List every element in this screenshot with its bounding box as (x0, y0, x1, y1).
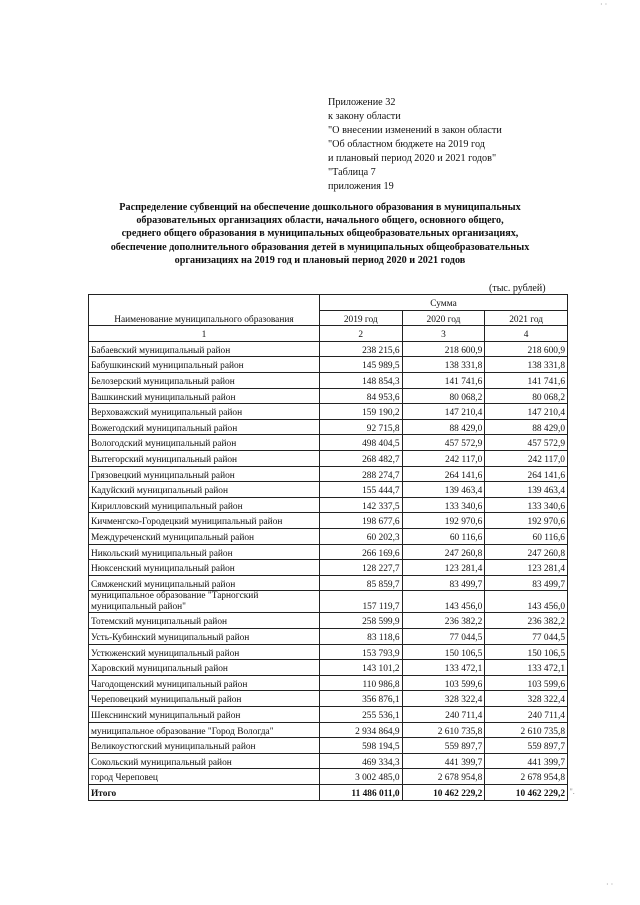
table-row (89, 435, 568, 451)
table-row (89, 497, 568, 513)
scan-artifact: · · (600, 0, 608, 9)
table-row (89, 613, 568, 629)
amount-2020: 143 456,0 (402, 591, 485, 613)
amount-2020: 236 382,2 (402, 613, 485, 629)
amount-2019: 598 194,5 (319, 738, 402, 754)
amount-2019: 145 989,5 (319, 357, 402, 373)
municipality-name: Кирилловский муниципальный район (89, 497, 320, 513)
table-row (89, 341, 568, 357)
amount-2019: 60 202,3 (319, 528, 402, 544)
header-name-column: Наименование муниципального образования (89, 295, 320, 326)
appendix-line: "О внесении изменений в закон области (328, 125, 502, 136)
amount-2020: 150 106,5 (402, 644, 485, 660)
municipality-name: Итого (89, 785, 320, 801)
amount-2020: 192 970,6 (402, 513, 485, 529)
amount-2021: 143 456,0 (485, 591, 568, 613)
table-row (89, 482, 568, 498)
municipality-name: Кадуйский муниципальный район (89, 482, 320, 498)
header-year-2020: 2020 год (402, 310, 485, 326)
amount-2021: 80 068,2 (485, 388, 568, 404)
municipality-name: Сямженский муниципальный район (89, 575, 320, 591)
column-number: 1 (89, 326, 320, 342)
amount-2020: 559 897,7 (402, 738, 485, 754)
amount-2021: 138 331,8 (485, 357, 568, 373)
amount-2021: 83 499,7 (485, 575, 568, 591)
amount-2019: 110 986,8 (319, 675, 402, 691)
amount-2020: 147 210,4 (402, 404, 485, 420)
amount-2020: 218 600,9 (402, 341, 485, 357)
amount-2021: 133 472,1 (485, 660, 568, 676)
table-row (89, 769, 568, 785)
amount-2020: 88 429,0 (402, 419, 485, 435)
amount-2019: 159 190,2 (319, 404, 402, 420)
table-row (89, 629, 568, 645)
amount-2021: 139 463,4 (485, 482, 568, 498)
municipality-name: Вологодский муниципальный район (89, 435, 320, 451)
amount-2020: 457 572,9 (402, 435, 485, 451)
amount-2021: 559 897,7 (485, 738, 568, 754)
amount-2020: 441 399,7 (402, 753, 485, 769)
municipality-name: Нюксенский муниципальный район (89, 560, 320, 576)
municipality-name: Устюженский муниципальный район (89, 644, 320, 660)
amount-2021: 236 382,2 (485, 613, 568, 629)
table-row (89, 591, 568, 613)
municipality-name: муниципальное образование "Тарногский муниципальный район" (89, 591, 320, 613)
amount-2020: 60 116,6 (402, 528, 485, 544)
amount-2021: 10 462 229,2 (485, 785, 568, 801)
amount-2021: 242 117,0 (485, 450, 568, 466)
table-row (89, 372, 568, 388)
appendix-header (328, 96, 502, 194)
amount-2019: 148 854,3 (319, 372, 402, 388)
amount-2019: 85 859,7 (319, 575, 402, 591)
header-sum: Сумма (319, 295, 567, 311)
amount-2021: 240 711,4 (485, 707, 568, 723)
table-row (89, 450, 568, 466)
table-row (89, 560, 568, 576)
amount-2020: 240 711,4 (402, 707, 485, 723)
amount-2021: 88 429,0 (485, 419, 568, 435)
municipality-name: Бабушкинский муниципальный район (89, 357, 320, 373)
amount-2021: 141 741,6 (485, 372, 568, 388)
municipality-name: Чагодощенский муниципальный район (89, 675, 320, 691)
amount-2021: 2 610 735,8 (485, 722, 568, 738)
amount-2019: 255 536,1 (319, 707, 402, 723)
table-row (89, 575, 568, 591)
table-row (89, 675, 568, 691)
table-row (89, 722, 568, 738)
amount-2020: 264 141,6 (402, 466, 485, 482)
document-title (100, 201, 540, 267)
amount-2020: 2 610 735,8 (402, 722, 485, 738)
municipality-name: муниципальное образование "Город Вологда" (89, 722, 320, 738)
units-label: (тыс. рублей) (489, 283, 546, 294)
header-year-2019: 2019 год (319, 310, 402, 326)
amount-2019: 198 677,6 (319, 513, 402, 529)
table-row (89, 544, 568, 560)
municipality-name: Бабаевский муниципальный район (89, 341, 320, 357)
amount-2021: 192 970,6 (485, 513, 568, 529)
appendix-line: к закону области (328, 111, 401, 122)
title-line: обеспечение дополнительного образования детей в муниципальных общеобразовательных (110, 241, 530, 253)
title-line: образовательных организациях области, начального общего, основного общего, (136, 215, 504, 227)
table-row (89, 738, 568, 754)
amount-2020: 242 117,0 (402, 450, 485, 466)
amount-2019: 469 334,3 (319, 753, 402, 769)
municipality-name: Кичменгско-Городецкий муниципальный район (89, 513, 320, 529)
column-number-row (89, 326, 568, 342)
amount-2019: 258 599,9 (319, 613, 402, 629)
amount-2021: 103 599,6 (485, 675, 568, 691)
amount-2021: 77 044,5 (485, 629, 568, 645)
amount-2020: 80 068,2 (402, 388, 485, 404)
amount-2020: 77 044,5 (402, 629, 485, 645)
municipality-name: Усть-Кубинский муниципальный район (89, 629, 320, 645)
table-row (89, 466, 568, 482)
municipality-name: Вашкинский муниципальный район (89, 388, 320, 404)
appendix-line: и плановый период 2020 и 2021 годов" (328, 153, 497, 164)
table-header-row (89, 295, 568, 311)
amount-2019: 92 715,8 (319, 419, 402, 435)
amount-2020: 139 463,4 (402, 482, 485, 498)
amount-2019: 155 444,7 (319, 482, 402, 498)
amount-2019: 288 274,7 (319, 466, 402, 482)
appendix-line: Приложение 32 (328, 97, 396, 108)
municipality-name: Харовский муниципальный район (89, 660, 320, 676)
municipality-name: Шекснинский муниципальный район (89, 707, 320, 723)
amount-2019: 356 876,1 (319, 691, 402, 707)
amount-2019: 266 169,6 (319, 544, 402, 560)
amount-2019: 157 119,7 (319, 591, 402, 613)
scan-artifact: · · (606, 880, 614, 889)
amount-2019: 142 337,5 (319, 497, 402, 513)
amount-2021: 218 600,9 (485, 341, 568, 357)
amount-2020: 328 322,4 (402, 691, 485, 707)
title-line: среднего общего образования в муниципальных общеобразовательных организациях, (121, 228, 519, 240)
amount-2020: 83 499,7 (402, 575, 485, 591)
municipality-name: Грязовецкий муниципальный район (89, 466, 320, 482)
amount-2019: 83 118,6 (319, 629, 402, 645)
title-line: организациях на 2019 год и плановый период 2020 и 2021 годов (174, 254, 466, 266)
amount-2019: 268 482,7 (319, 450, 402, 466)
amount-2021: 247 260,8 (485, 544, 568, 560)
amount-2021: 123 281,4 (485, 560, 568, 576)
table-row (89, 528, 568, 544)
amount-2021: 2 678 954,8 (485, 769, 568, 785)
municipality-name: Великоустюгский муниципальный район (89, 738, 320, 754)
subsidy-table (88, 294, 568, 801)
amount-2021: 60 116,6 (485, 528, 568, 544)
table-row (89, 753, 568, 769)
amount-2020: 141 741,6 (402, 372, 485, 388)
table-row (89, 707, 568, 723)
amount-2021: 133 340,6 (485, 497, 568, 513)
table-row (89, 660, 568, 676)
municipality-name: Сокольский муниципальный район (89, 753, 320, 769)
header-year-2021: 2021 год (485, 310, 568, 326)
table-row (89, 404, 568, 420)
amount-2019: 143 101,2 (319, 660, 402, 676)
municipality-name: Вожегодский муниципальный район (89, 419, 320, 435)
table-row (89, 388, 568, 404)
amount-2020: 10 462 229,2 (402, 785, 485, 801)
amount-2020: 2 678 954,8 (402, 769, 485, 785)
table-row (89, 419, 568, 435)
amount-2020: 103 599,6 (402, 675, 485, 691)
municipality-name: Верховажский муниципальный район (89, 404, 320, 420)
table-row (89, 357, 568, 373)
amount-2019: 2 934 864,9 (319, 722, 402, 738)
amount-2020: 133 340,6 (402, 497, 485, 513)
municipality-name: Белозерский муниципальный район (89, 372, 320, 388)
appendix-line: приложения 19 (328, 181, 394, 192)
appendix-line: "Об областном бюджете на 2019 год (328, 139, 485, 150)
amount-2021: 457 572,9 (485, 435, 568, 451)
column-number: 2 (319, 326, 402, 342)
amount-2021: 150 106,5 (485, 644, 568, 660)
municipality-name: город Череповец (89, 769, 320, 785)
amount-2021: 328 322,4 (485, 691, 568, 707)
amount-2020: 133 472,1 (402, 660, 485, 676)
table-row (89, 644, 568, 660)
amount-2019: 153 793,9 (319, 644, 402, 660)
amount-2019: 84 953,6 (319, 388, 402, 404)
amount-2020: 123 281,4 (402, 560, 485, 576)
column-number: 4 (485, 326, 568, 342)
amount-2019: 11 486 011,0 (319, 785, 402, 801)
table-row (89, 691, 568, 707)
title-line: Распределение субвенций на обеспечение дошкольного образования в муниципальных (119, 202, 521, 213)
municipality-name: Череповецкий муниципальный район (89, 691, 320, 707)
amount-2019: 3 002 485,0 (319, 769, 402, 785)
municipality-name: Вытегорский муниципальный район (89, 450, 320, 466)
amount-2021: 264 141,6 (485, 466, 568, 482)
amount-2019: 238 215,6 (319, 341, 402, 357)
closing-quote-mark: ". (569, 786, 575, 796)
municipality-name: Междуреченский муниципальный район (89, 528, 320, 544)
amount-2019: 128 227,7 (319, 560, 402, 576)
amount-2020: 247 260,8 (402, 544, 485, 560)
municipality-name: Тотемский муниципальный район (89, 613, 320, 629)
amount-2021: 147 210,4 (485, 404, 568, 420)
column-number: 3 (402, 326, 485, 342)
municipality-name: Никольский муниципальный район (89, 544, 320, 560)
amount-2020: 138 331,8 (402, 357, 485, 373)
total-row (89, 785, 568, 801)
table-row (89, 513, 568, 529)
amount-2021: 441 399,7 (485, 753, 568, 769)
appendix-line: "Таблица 7 (328, 167, 376, 178)
amount-2019: 498 404,5 (319, 435, 402, 451)
